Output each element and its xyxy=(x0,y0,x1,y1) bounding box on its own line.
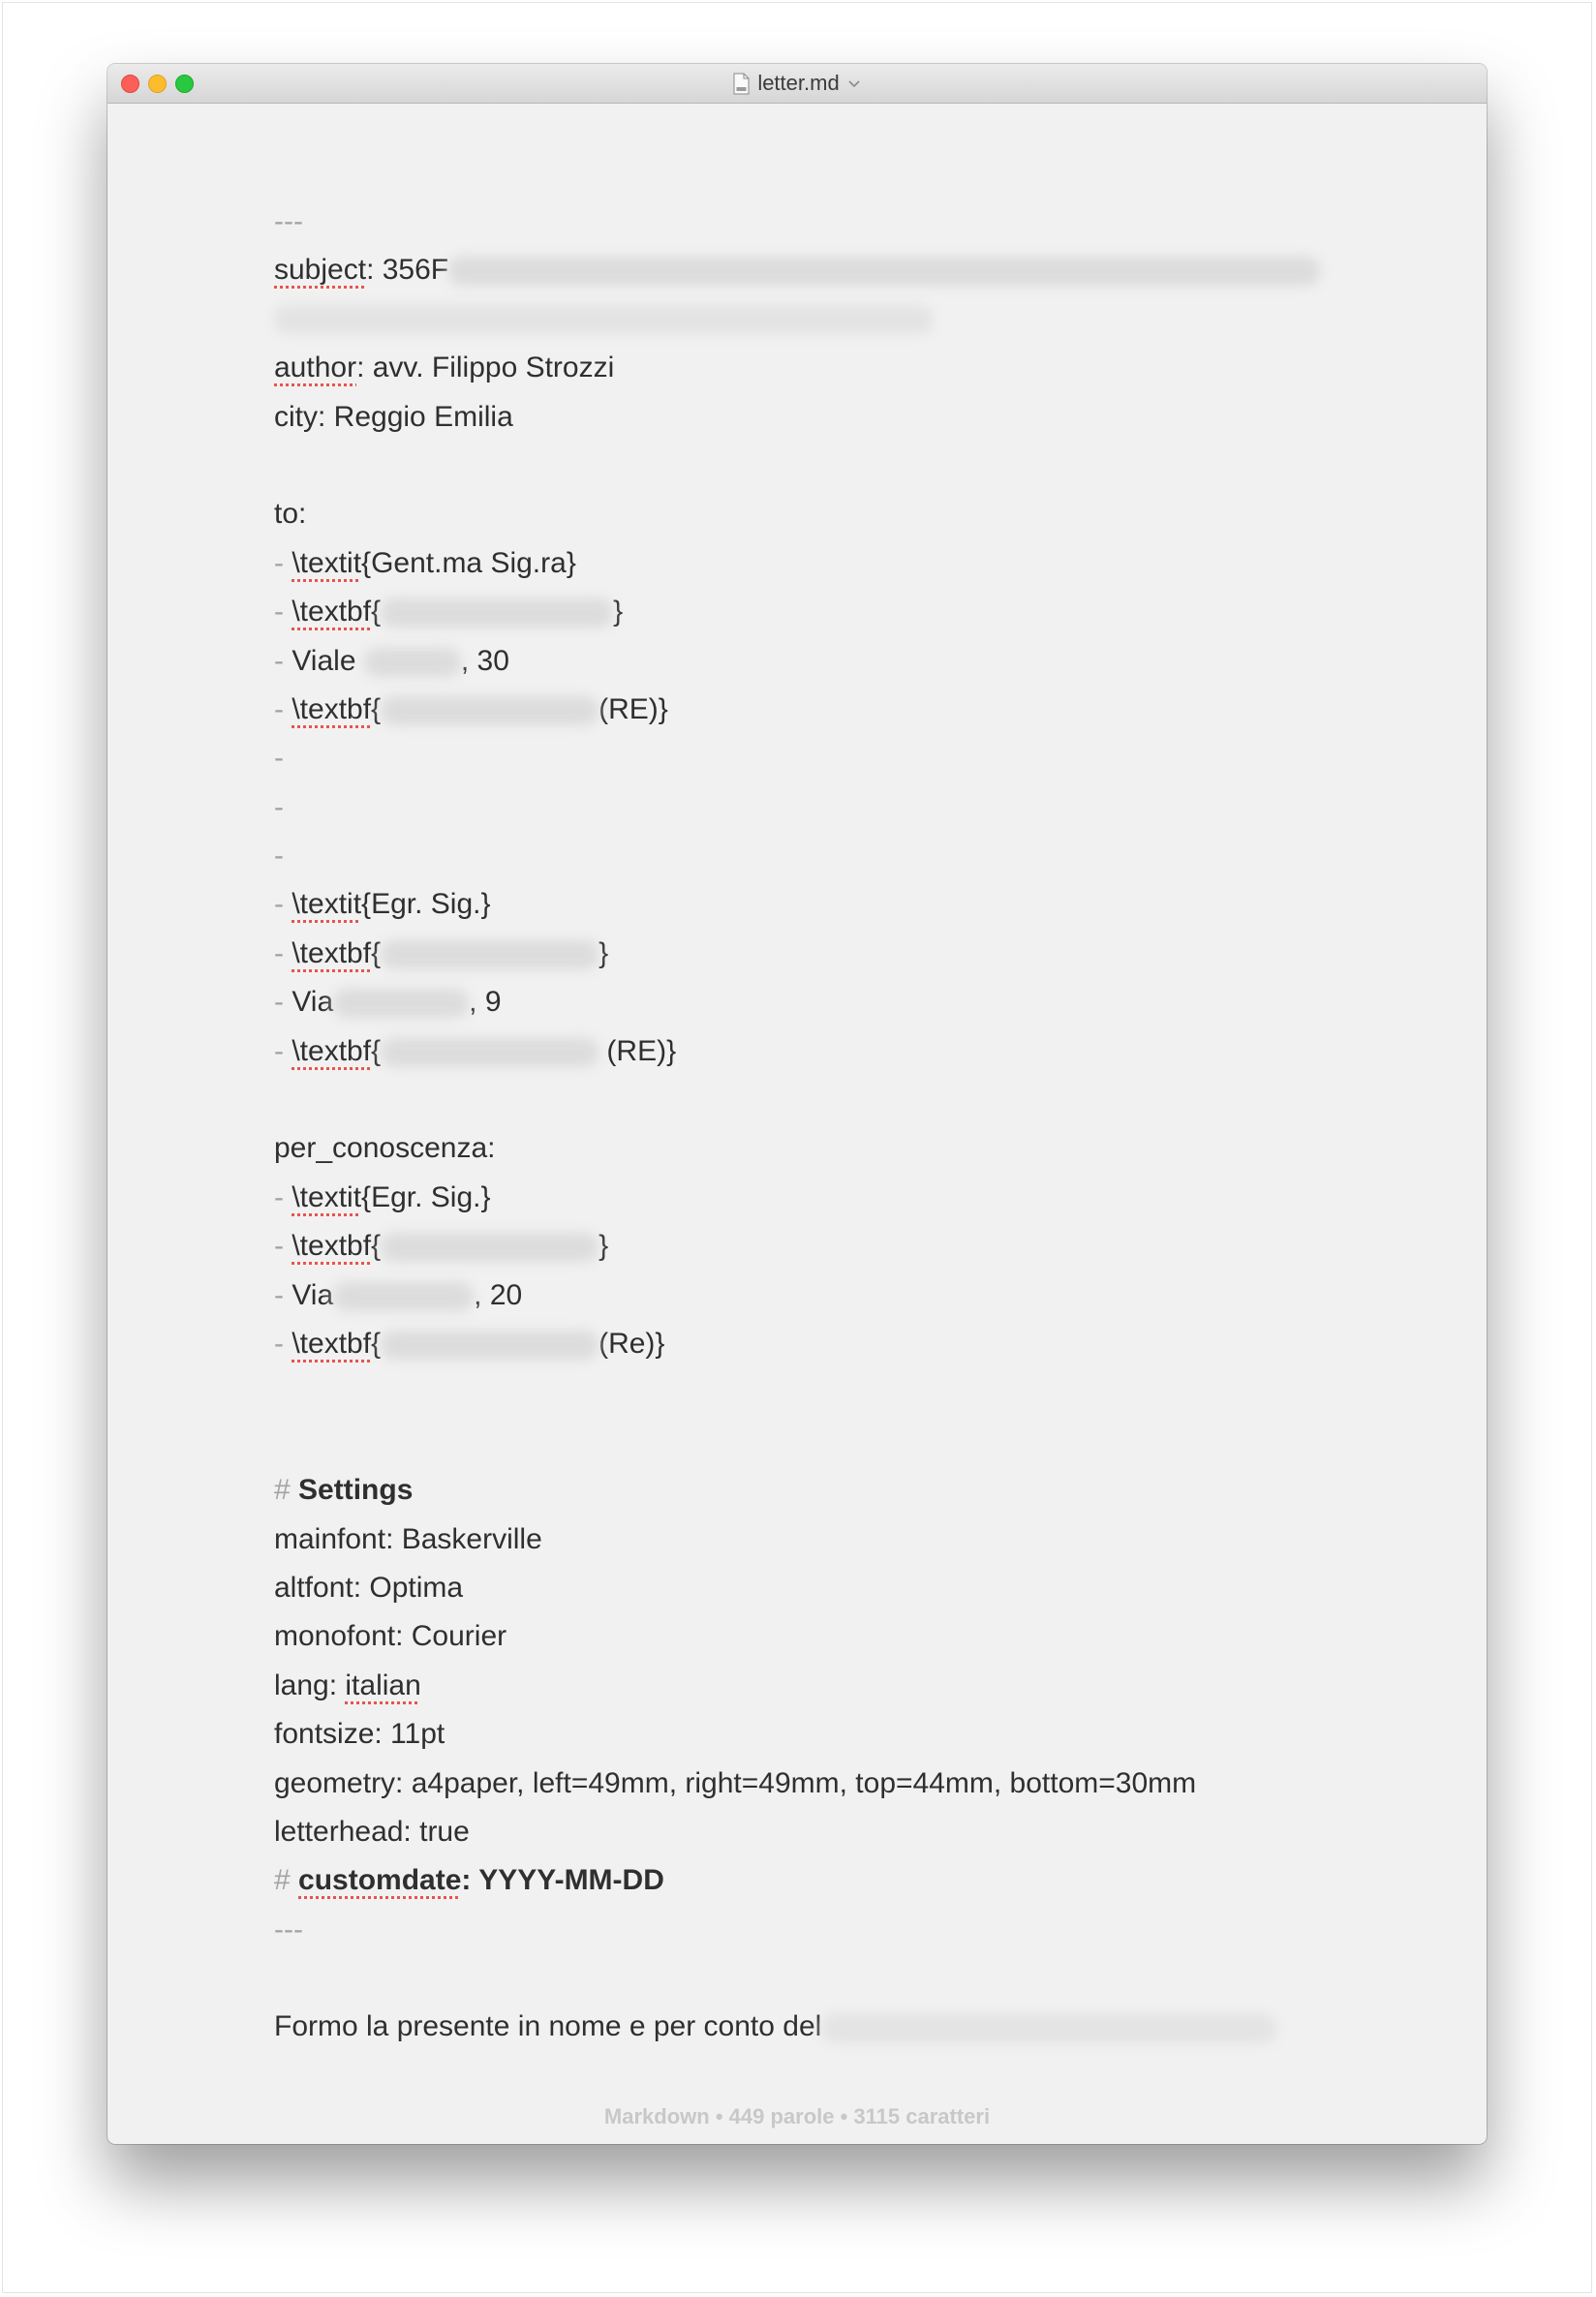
editor-line xyxy=(274,832,1332,880)
redacted-text xyxy=(381,1331,598,1360)
latex-brace: (RE)} xyxy=(598,1034,677,1067)
document-title-group[interactable] xyxy=(107,64,1487,103)
markdown-file-icon xyxy=(733,73,750,95)
latex-brace: { xyxy=(371,1230,382,1263)
editor-line xyxy=(274,246,1332,294)
latex-brace: { xyxy=(371,596,382,628)
latex-command: \textbf xyxy=(292,936,372,969)
editor-line xyxy=(274,734,1332,782)
redacted-text xyxy=(381,598,613,628)
list-dash: - xyxy=(274,1327,284,1360)
editor-line xyxy=(274,295,1332,344)
editor-line xyxy=(274,637,1332,686)
editor-line xyxy=(274,1808,1332,1856)
fontsize-line: fontsize: 11pt xyxy=(274,1718,445,1751)
latex-brace: } xyxy=(598,1230,609,1263)
redacted-text xyxy=(381,1233,598,1262)
window-title: letter.md xyxy=(757,71,840,95)
list-dash: - xyxy=(274,1278,284,1311)
editor-line xyxy=(274,1076,1332,1124)
editor-line xyxy=(274,1124,1332,1173)
address-number: , 9 xyxy=(469,986,502,1019)
latex-argument: {Gent.ma Sig.ra} xyxy=(361,546,576,579)
monofont-line: monofont: Courier xyxy=(274,1620,507,1653)
latex-brace: } xyxy=(613,596,624,628)
editor-line xyxy=(274,783,1332,832)
redacted-text xyxy=(381,696,598,725)
editor-line xyxy=(274,1612,1332,1661)
latex-argument: {Egr. Sig.} xyxy=(361,1180,491,1213)
editor-line xyxy=(274,1368,1332,1417)
frontmatter-close: --- xyxy=(274,1913,303,1945)
to-key: to: xyxy=(274,498,307,531)
editor-text-area[interactable] xyxy=(274,198,1332,2052)
address-number: , 20 xyxy=(474,1278,523,1311)
list-dash: - xyxy=(274,692,284,725)
list-dash: - xyxy=(274,790,284,823)
mainfont-line: mainfont: Baskerville xyxy=(274,1522,542,1555)
latex-command: \textbf xyxy=(292,1230,372,1263)
address-street: Via xyxy=(292,1278,334,1311)
latex-command: \textit xyxy=(292,888,362,921)
list-dash: - xyxy=(274,1034,284,1067)
letterhead-line: letterhead: true xyxy=(274,1815,470,1848)
redacted-text xyxy=(333,989,469,1018)
editor-line xyxy=(274,344,1332,392)
settings-heading: Settings xyxy=(298,1474,414,1507)
status-bar: Markdown • 449 parole • 3115 caratteri xyxy=(603,2104,991,2129)
subject-key: subject xyxy=(274,254,367,287)
editor-line xyxy=(274,686,1332,734)
redacted-text xyxy=(333,1282,474,1311)
city-line: city: Reggio Emilia xyxy=(274,400,513,433)
redacted-text xyxy=(381,1038,598,1067)
editor-line xyxy=(274,880,1332,929)
editor-line xyxy=(274,1271,1332,1320)
list-dash: - xyxy=(274,936,284,969)
editor-line xyxy=(274,1760,1332,1808)
lang-key: lang: xyxy=(274,1669,346,1701)
cc-key: per_conoscenza: xyxy=(274,1132,496,1165)
editor-line xyxy=(274,1710,1332,1759)
editor-line xyxy=(274,1027,1332,1076)
redacted-text xyxy=(448,257,1320,286)
redacted-text xyxy=(381,940,598,969)
redacted-text xyxy=(821,2014,1276,2043)
editor-line xyxy=(274,490,1332,538)
editor-line xyxy=(274,539,1332,588)
editor-window xyxy=(107,64,1487,2144)
latex-command: \textbf xyxy=(292,596,372,628)
latex-brace: { xyxy=(371,692,382,725)
author-value: : avv. Filippo Strozzi xyxy=(356,352,615,384)
latex-brace: { xyxy=(371,1327,382,1360)
list-dash: - xyxy=(274,644,284,677)
subject-value: : 356F xyxy=(366,254,449,287)
address-street: Viale xyxy=(292,644,364,677)
latex-command: \textbf xyxy=(292,1034,372,1067)
altfont-line: altfont: Optima xyxy=(274,1571,464,1604)
list-dash: - xyxy=(274,840,284,873)
editor-line xyxy=(274,1222,1332,1271)
list-dash: - xyxy=(274,1230,284,1263)
list-dash: - xyxy=(274,742,284,775)
geometry-line: geometry: a4paper, left=49mm, right=49mm, top=44mm, bottom=30mm xyxy=(274,1766,1197,1799)
editor-line xyxy=(274,588,1332,636)
frontmatter-open: --- xyxy=(274,205,303,237)
editor-line xyxy=(274,393,1332,442)
customdate-key: customdate xyxy=(298,1864,462,1897)
editor-line xyxy=(274,442,1332,490)
latex-brace: (Re)} xyxy=(598,1327,665,1360)
heading-hash: # xyxy=(274,1864,291,1897)
latex-command: \textit xyxy=(292,1180,362,1213)
address-street: Via xyxy=(292,986,334,1019)
customdate-value: : YYYY-MM-DD xyxy=(461,1864,664,1897)
editor-line xyxy=(274,1954,1332,2003)
editor-line xyxy=(274,930,1332,978)
list-dash: - xyxy=(274,596,284,628)
list-dash: - xyxy=(274,888,284,921)
editor-line xyxy=(274,1906,1332,1954)
latex-argument: {Egr. Sig.} xyxy=(361,888,491,921)
lang-value: italian xyxy=(345,1669,421,1701)
list-dash: - xyxy=(274,1180,284,1213)
editor-line xyxy=(274,1174,1332,1222)
latex-brace: } xyxy=(598,936,609,969)
editor-line xyxy=(274,1418,1332,1466)
editor-line xyxy=(274,1516,1332,1564)
latex-command: \textit xyxy=(292,546,362,579)
address-number: , 30 xyxy=(460,644,509,677)
editor-line xyxy=(274,198,1332,246)
latex-brace: { xyxy=(371,936,382,969)
heading-hash: # xyxy=(274,1474,291,1507)
latex-command: \textbf xyxy=(292,1327,372,1360)
editor-line xyxy=(274,978,1332,1026)
editor-line xyxy=(274,1662,1332,1710)
list-dash: - xyxy=(274,986,284,1019)
redacted-text xyxy=(274,305,933,334)
editor-line xyxy=(274,1466,1332,1515)
editor-line xyxy=(274,1856,1332,1905)
list-dash: - xyxy=(274,546,284,579)
latex-command: \textbf xyxy=(292,692,372,725)
chevron-down-icon[interactable] xyxy=(847,79,861,89)
redacted-text xyxy=(364,648,461,677)
editor-line xyxy=(274,1320,1332,1368)
title-bar[interactable] xyxy=(107,64,1487,104)
editor-line xyxy=(274,2003,1332,2051)
latex-brace: { xyxy=(371,1034,382,1067)
editor-line xyxy=(274,1564,1332,1612)
latex-brace: (RE)} xyxy=(598,692,668,725)
author-key: author xyxy=(274,352,357,384)
body-text: Formo la presente in nome e per conto del xyxy=(274,2010,822,2043)
